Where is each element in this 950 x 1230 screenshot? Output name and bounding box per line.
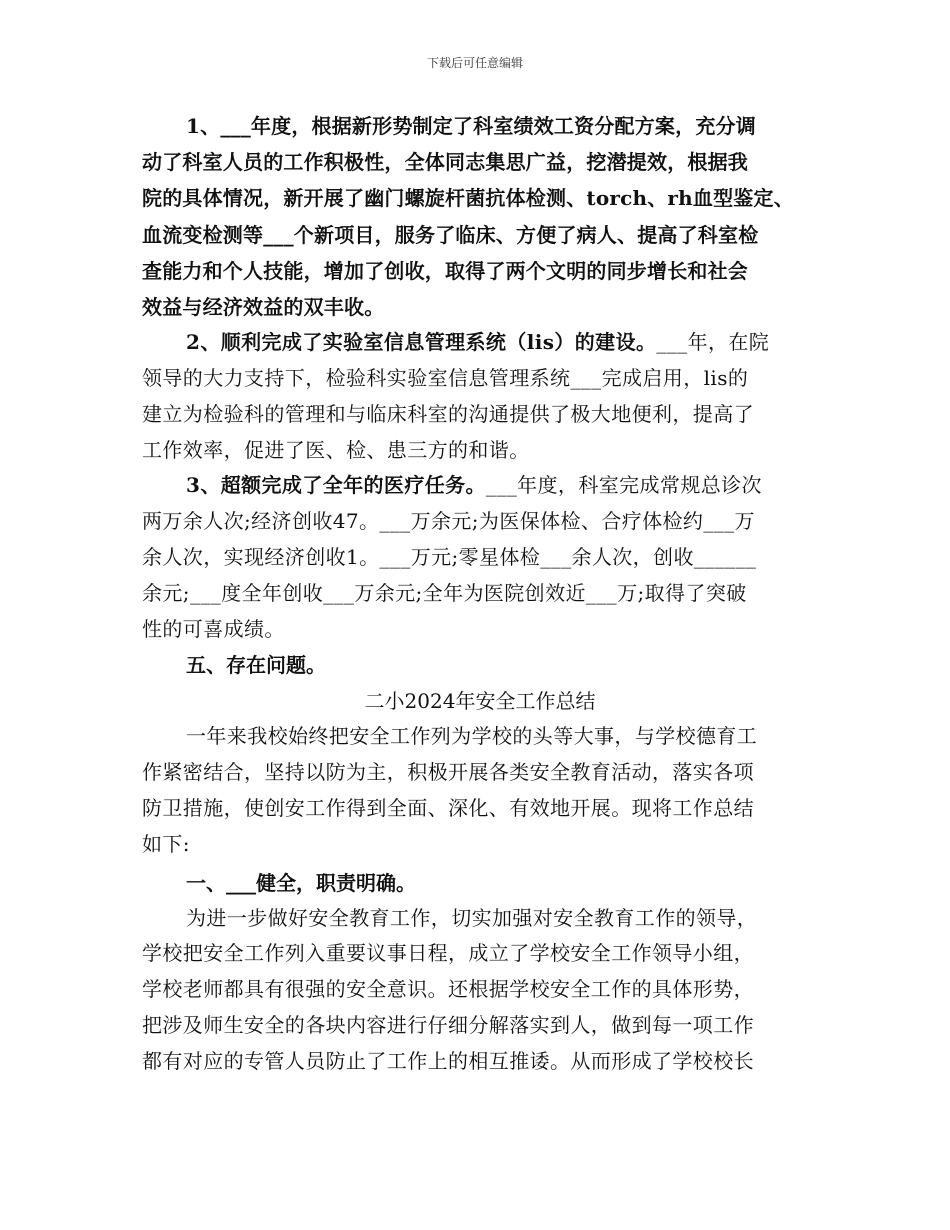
section-heading: 五、存在问题。 bbox=[186, 653, 326, 678]
text-line: 防卫措施，使创安工作得到全面、深化、有效地开展。现将工作总结 bbox=[142, 795, 754, 820]
text-line bbox=[142, 468, 818, 504]
text-line: 学校把安全工作列入重要议事日程，成立了学校安全工作领导小组， bbox=[142, 941, 754, 966]
text-line: 工作效率，促进了医、检、患三方的和谐。 bbox=[142, 437, 530, 462]
paragraph-item-1 bbox=[142, 108, 818, 325]
text-line: 学校老师都具有很强的安全意识。还根据学校安全工作的具体形势， bbox=[142, 977, 754, 1002]
text-line: 血流变检测等___个新项目，服务了临床、方便了病人、提高了科室检 bbox=[142, 222, 759, 247]
text-line: 领导的大力支持下，检验科实验室信息管理系统___完成启用，lis的 bbox=[142, 366, 749, 391]
section-heading: 一、___健全，职责明确。 bbox=[186, 870, 416, 895]
text-line: 一年来我校始终把安全工作列为学校的头等大事，与学校德育工 bbox=[186, 724, 758, 749]
page-header: 下载后可任意编辑 bbox=[426, 56, 523, 70]
text-line: 效益与经济效益的双丰收。 bbox=[142, 295, 385, 320]
text-line: 作紧密结合，坚持以防为主，积极开展各类安全教育活动，落实各项 bbox=[142, 760, 754, 785]
document-title: 二小2024年安全工作总结 bbox=[364, 689, 596, 714]
text-line: 余元;___度全年创收___万余元;全年为医院创效近___万;取得了突破 bbox=[142, 580, 747, 605]
text-line: 动了科室人员的工作积极性，全体同志集思广益，挖潜提效，根据我 bbox=[142, 150, 748, 175]
intro-paragraph bbox=[142, 719, 818, 862]
paragraph-organization bbox=[142, 901, 818, 1080]
text-line: 余人次，实现经济创收1。___万元;零星体检___余人次，创收______ bbox=[142, 545, 757, 569]
text-span: ___年度，科室完成常规总诊次 bbox=[485, 473, 762, 498]
paragraph-lead: 2、顺利完成了实验室信息管理系统（lis）的建设。 bbox=[186, 330, 657, 355]
text-line: 建立为检验科的管理和与临床科室的沟通提供了极大地便利，提高了 bbox=[142, 401, 754, 426]
paragraph-lead: 3、超额完成了全年的医疗任务。 bbox=[186, 473, 486, 498]
text-line bbox=[142, 325, 818, 361]
text-span: ___年，在院 bbox=[656, 330, 770, 355]
text-line: 性的可喜成绩。 bbox=[142, 616, 285, 641]
text-line: 都有对应的专管人员防止了工作上的相互推诿。从而形成了学校校长 bbox=[142, 1048, 754, 1073]
text-line: 查能力和个人技能，增加了创收，取得了两个文明的同步增长和社会 bbox=[142, 258, 748, 283]
text-line: 1、___年度，根据新形势制定了科室绩效工资分配方案，充分调 bbox=[186, 114, 756, 138]
paragraph-item-2 bbox=[142, 325, 818, 468]
text-line: 两万余人次;经济创收47。___万余元;为医保体检、合疗体检约___万 bbox=[142, 509, 755, 534]
paragraph-item-3 bbox=[142, 468, 818, 647]
text-line: 如下: bbox=[142, 831, 190, 856]
document-body bbox=[142, 108, 818, 1080]
text-line: 把涉及师生安全的各块内容进行仔细分解落实到人，做到每一项工作 bbox=[142, 1012, 754, 1037]
text-line: 院的具体情况，新开展了幽门螺旋杆菌抗体检测、torch、rh血型鉴定、 bbox=[142, 186, 794, 211]
text-line: 为进一步做好安全教育工作，切实加强对安全教育工作的领导， bbox=[186, 905, 758, 930]
